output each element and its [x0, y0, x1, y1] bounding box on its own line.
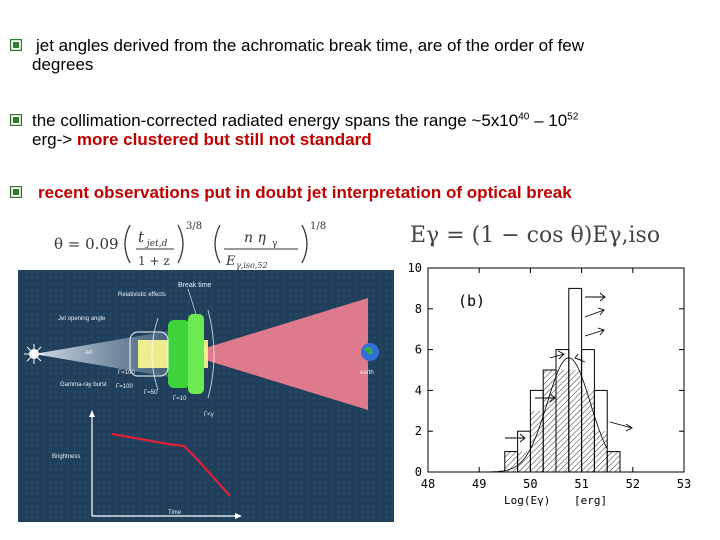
label-brightness: Brightness — [52, 454, 81, 460]
hatched-bar — [607, 452, 620, 472]
y-tick-label: 6 — [414, 342, 422, 357]
theta-exp-2: 1/8 — [310, 221, 327, 232]
y-tick-label: 10 — [407, 262, 422, 275]
bullet-box-icon — [10, 39, 22, 51]
hatched-bar — [556, 370, 569, 472]
x-tick-label: 48 — [420, 477, 436, 491]
hatched-bar — [543, 370, 556, 472]
hatched-bar — [518, 452, 531, 472]
label-gamma-100b: Γ=100 — [116, 384, 133, 390]
shock-shell-1 — [168, 320, 190, 388]
bullet-2-exp-1: 40 — [518, 111, 530, 123]
label-gamma-lt: Γ<γ — [204, 412, 214, 418]
label-earth: earth — [360, 370, 374, 376]
x-tick-label: 49 — [471, 477, 487, 491]
energy-histogram — [400, 262, 700, 510]
theta-num-1-sub: jet,d — [147, 239, 168, 249]
hatched-bar — [569, 370, 582, 472]
bullet-2-text-a: the collimation-corrected radiated energy spans the range ~5x10 — [32, 111, 519, 130]
hatched-bar — [530, 411, 543, 472]
grb-jet-diagram — [18, 270, 394, 522]
bullet-2-line-2 — [32, 130, 710, 149]
bullet-2-text-b: – 10 — [529, 111, 568, 130]
theta-den-1: 1 + z — [138, 254, 170, 268]
shock-shell-2 — [188, 314, 204, 394]
histogram-xlabel-a: Log(Eγ) — [504, 494, 551, 507]
y-tick-label: 8 — [414, 301, 422, 316]
label-break-time: Break time — [178, 282, 212, 289]
hatched-bar — [594, 431, 607, 472]
bullet-2-exp-2: 52 — [567, 111, 579, 123]
bullet-1 — [10, 36, 710, 76]
theta-den-2: E — [226, 254, 236, 269]
label-gamma-50: Γ=50 — [144, 390, 158, 396]
x-tick-label: 53 — [676, 477, 692, 491]
label-time: Time — [168, 510, 182, 516]
y-tick-label: 2 — [414, 424, 422, 439]
label-gamma-100a: Γ=100 — [118, 370, 135, 376]
histogram-panel-label: (b) — [458, 292, 486, 310]
theta-formula — [50, 215, 350, 273]
bullet-1-line-1: jet angles derived from the achromatic break time, are of the order of few — [36, 36, 585, 55]
label-jet-angle: Jet opening angle — [58, 316, 106, 322]
bullet-2-line-1 — [32, 111, 710, 130]
label-relativistic: Relativistic effects — [118, 292, 166, 298]
theta-num-2: n η — [244, 230, 266, 246]
theta-den-2-sub: γ,iso,52 — [236, 261, 268, 270]
y-tick-label: 4 — [414, 383, 422, 398]
bullet-2-erg: erg-> — [32, 130, 77, 149]
histogram-xlabel-b: [erg] — [574, 494, 608, 507]
bullet-2-highlight: more clustered but still not standard — [76, 130, 372, 149]
label-jet: Jet — [84, 350, 93, 356]
bullet-2 — [10, 111, 710, 151]
x-tick-label: 52 — [625, 477, 641, 491]
label-grb: Gamma-ray burst — [60, 382, 107, 388]
bullet-box-icon — [10, 186, 22, 198]
hatched-bar — [582, 390, 595, 472]
bullet-3 — [10, 183, 710, 203]
bullet-3-line-1: recent observations put in doubt jet interpretation of optical break — [38, 183, 572, 202]
theta-exp-1: 3/8 — [186, 221, 203, 232]
label-gamma-10: Γ=10 — [173, 396, 187, 402]
bullet-box-icon — [10, 114, 22, 126]
y-tick-label: 0 — [414, 465, 422, 479]
theta-num-1: t — [138, 228, 145, 246]
energy-formula — [408, 214, 698, 254]
x-tick-label: 51 — [574, 477, 589, 491]
energy-formula-text: Eγ = (1 − cos θ)Eγ,iso — [410, 223, 661, 248]
theta-lhs: θ = 0.09 — [54, 235, 119, 253]
theta-num-2-sub: γ — [272, 239, 278, 249]
bullet-1-line-2: degrees — [32, 55, 94, 74]
x-tick-label: 50 — [523, 477, 538, 491]
